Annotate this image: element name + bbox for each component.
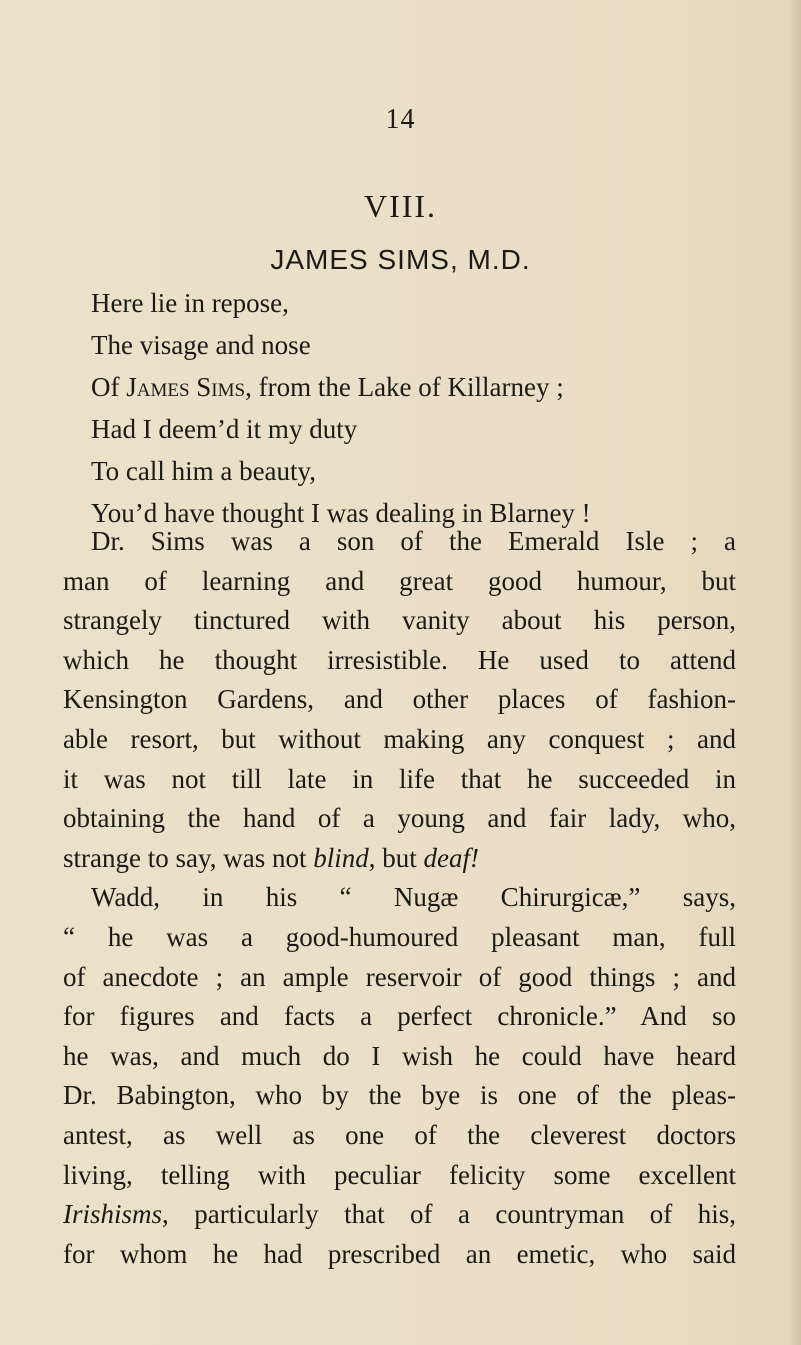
prose-line: of anecdote ; an ample reservoir of good things ; and <box>63 961 736 992</box>
verse-line: The visage and nose <box>91 330 311 360</box>
prose-line: Irishisms, particularly that of a countryman of his, <box>63 1199 736 1230</box>
verse-line: Had I deem’d it my duty <box>91 414 358 444</box>
biography-text <box>63 522 736 1274</box>
prose-line: which he thought irresistible. He used to attend <box>63 644 736 675</box>
prose-line: Kensington Gardens, and other places of fashion- <box>63 684 736 715</box>
prose-line: living, telling with peculiar felicity some excellent <box>63 1159 736 1190</box>
prose-line: man of learning and great good humour, but <box>63 565 736 596</box>
prose-line: he was, and much do I wish he could have heard <box>63 1040 736 1071</box>
chapter-number: VIII. <box>363 188 438 224</box>
prose-line: able resort, but without making any conquest ; and <box>63 723 736 754</box>
prose-line: for whom he had prescribed an emetic, who said <box>63 1238 736 1269</box>
verse-line: You’d have thought I was dealing in Blarney ! <box>91 498 591 528</box>
prose-line: for figures and facts a perfect chronicle.” And so <box>63 1001 736 1032</box>
prose-line: obtaining the hand of a young and fair lady, who, <box>63 803 736 834</box>
prose-line: it was not till late in life that he succeeded in <box>63 763 736 794</box>
prose-line: Dr. Babington, who by the bye is one of the pleas- <box>63 1080 736 1111</box>
prose-line: “ he was a good-humoured pleasant man, full <box>63 921 736 952</box>
prose-line: strangely tinctured with vanity about his person, <box>63 605 736 636</box>
prose-line: strange to say, was not blind, but deaf! <box>63 842 479 873</box>
verse-line: Of James Sims, from the Lake of Killarney ; <box>91 372 564 402</box>
verse-line: To call him a beauty, <box>91 456 317 486</box>
verse-line: Here lie in repose, <box>91 288 289 318</box>
prose-line: Dr. Sims was a son of the Emerald Isle ; a <box>91 526 736 556</box>
prose-line: Wadd, in his “ Nugæ Chirurgicæ,” says, <box>91 882 736 913</box>
page-number: 14 <box>385 104 416 135</box>
epitaph-verse <box>91 282 771 534</box>
page-title: JAMES SIMS, M.D. <box>270 244 531 275</box>
prose-line: antest, as well as one of the cleverest doctors <box>63 1119 736 1150</box>
